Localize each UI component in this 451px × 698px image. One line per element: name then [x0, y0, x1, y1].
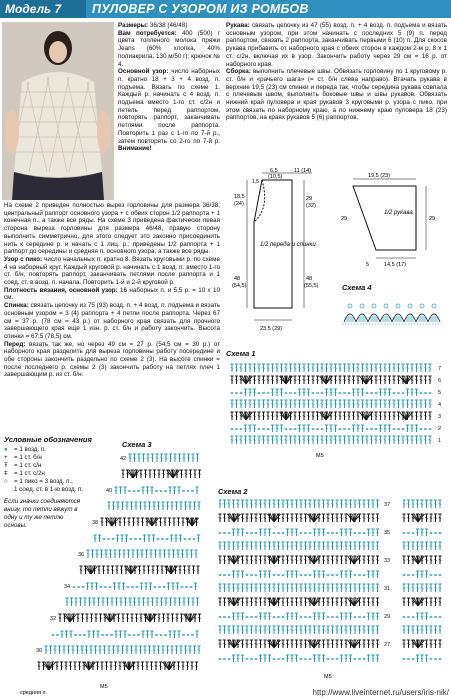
scheme3-middle: средняя п. [20, 690, 47, 696]
dim-side-h2: (32) [306, 203, 316, 209]
legend-note: Если значки соединяются внизу, то петли вяжут в одну и ту же петлю основы. [4, 498, 81, 529]
page-title: ПУЛОВЕР С УЗОРОМ ИЗ РОМБОВ [92, 2, 309, 16]
dim-bottom-w: 23,5 (29) [260, 326, 283, 332]
sleeve-h2: 29 [429, 216, 436, 222]
scheme2-rapport: М5 [324, 674, 332, 680]
dim-total-h: 48 [234, 276, 241, 282]
legend-item-chain: ● = 1 возд. п. [4, 446, 46, 453]
dim-side-h: 29 [306, 196, 313, 202]
scheme1-rapport: М5 [316, 453, 324, 459]
sleeve-bottom-w: 14,5 (17) [384, 262, 407, 267]
svg-text:6: 6 [438, 378, 442, 384]
scheme3-title: Схема 3 [122, 440, 152, 449]
svg-text:29: 29 [384, 614, 391, 620]
legend-item-sc: + = 1 ст. б/н [4, 454, 42, 461]
sleeve-h: 29 [341, 216, 348, 222]
dim-total-h2: (54,5) [232, 283, 247, 289]
intro-text: Размеры: 36/38 (46/48) Вам потребуется: 400 (500) г цвета топленого молока пряжи Jeans (60% хлопка, 40% полиакрила, 130 м/50 г); крючок № 4. Основной узор: число наборных п. кратно 18 + 3 + 4 возд. п. подъема. Вязать по схеме 1. Каждый р. начинать с 4 возд. п. подъема вместо 1-го ст. с/2н и петель перед раппортом, повторять раппорт, заканчивать петлями после раппорта. Повторить 1 раз с 1-го по 7-й р., затем повторять со 2-го по 7-й р. Внимание! [118, 22, 221, 153]
attention-text: На схеме 2 приведен полностью вырез горловины для размера 36/38; центральный раппорт основного узора + с обеих сторон 1/2 раппорта + 1 конечная п., а также все ряды. На схеме 3 приведена фактически левая сторона выреза горловины для размера 46/48, правую сторону выполнить симметрично, для этого следует это законно присоединить нить к середине р. и начать с 1 лиц. р.; приведены 1/2 раппорта + 1 раппорт до середины и средняя п. основного узора, а также все ряды. Узор с пико: число начальных п. кратно 8. Вязать круговыми р. по схеме 4 на наборный круг. Каждый круговой р. начинать с 1 возд. п. вместо 1-го ст. б/н, повторять раппорт, заканчивать петлями после раппорта и 1 соед. ст. в возд. п. начала. Повторить 1-й и 2-й круговой р. Плотность вязания, основной узор: 16 наборных п. и 5,5 р. = 10 х 10 см. Спинка: связать цепочку из 75 (93) возд. п. + 4 возд. п. подъема и вязать основным узором = 3 (4) раппорта + 4 петли после раппорта. Через 67 см = 37 р. (78 см = 43 р.) от наборного края связать для прочного завершающего края еще 1 изн. р. ст. б/н и работу закончить. Высота спинки = 67,5 (78,5) см. Перед: вязать так же, но через 49 см = 27 р. (54,5 см = 30 р.) от наборного края разделить для выреза горловины работу посередине и обе стороны закончить раздельно по схеме 2 (3). На высоте спинки = после последнего р. схемы 2 (3) закончить работу на петлях плеч 1 завершающим р. из ст. б/н. [4, 202, 221, 379]
svg-text:38: 38 [92, 520, 99, 526]
dim-neck-h: 18,5 [234, 194, 245, 200]
scheme3-diagram [20, 448, 210, 696]
model-photo [2, 22, 114, 200]
scheme3-rapport: М5 [100, 684, 108, 690]
svg-text:2: 2 [438, 426, 442, 432]
legend-item-tr: ǂ = 1 ст. с/2н [4, 470, 45, 477]
scheme2-diagram [214, 496, 448, 682]
svg-text:7: 7 [438, 366, 442, 372]
svg-text:35: 35 [384, 530, 391, 536]
scheme4-diagram [338, 292, 446, 332]
sleeve-pattern-diagram [338, 172, 448, 267]
dim-total-h3: 48 [306, 276, 313, 282]
scheme1-title: Схема 1 [226, 349, 256, 358]
dim-neck-w: 11 (14) [294, 168, 312, 174]
dim-total-h4: (55,5) [304, 283, 319, 289]
svg-text:33: 33 [384, 558, 391, 564]
svg-text:30: 30 [36, 648, 43, 654]
scheme1-diagram [226, 358, 448, 460]
svg-text:3: 3 [438, 414, 442, 420]
svg-text:32: 32 [50, 616, 57, 622]
legend: Условные обозначения ● = 1 возд. п. + = 1 ст. б/н Ŧ = 1 ст. с/н ǂ = 1 ст. с/2н ○ = 1 пико = 3 возд. п., 1 соед. ст. в 1-ю возд. п. Если значки соединяются внизу, то петли вяжут в одну и ту же петлю основы. [4, 436, 116, 530]
source-url: http://www.liveinternet.ru/users/iris-nik/ [312, 688, 449, 697]
scheme4-title: Схема 4 [342, 283, 372, 292]
svg-text:4: 4 [438, 402, 442, 408]
svg-text:40: 40 [106, 488, 113, 494]
body-label: 1/2 переда и спинки [260, 242, 316, 248]
scheme2-title: Схема 2 [218, 487, 248, 496]
svg-text:37: 37 [384, 502, 391, 508]
svg-text:1: 1 [438, 438, 442, 444]
legend-item-pico: ○ = 1 пико = 3 возд. п., [4, 478, 73, 485]
legend-title: Условные обозначения [4, 435, 92, 444]
right-text: Рукава: связать цепочку из 47 (55) возд. п. + 4 возд. п. подъема и вязать основным узором, при этом начинать с последних 5 (9) п. перед раппортом, связать 2 раппорта, заканчивать первыми 6 (10) п. Для скосов рукава прибавить от наборного края с обеих сторон в каждом 2-м р. 8 х 1 ст. с/2н, включая их в узор. Закончить работу через 29 см = 16 р. от наборного края. Сборка: выполнить плечевые швы. Обвязать горловину по 1 круговому р. ст. б/н и «рачьего шага» (= ст. б/н слева направо). Втачать рукава в верхние 19,5 (23) см спинки и переда так, чтобы середина рукава совпала с плечевым швом, выполнить боковые швы и швы рукавов. Обвязать нижний край пуловера и края рукавов 3 круговыми р. узора с пико, при этом связать по наборному краю, а по нижнему краю пуловера 18 (23) раппортов, на краях рукавов 5 (6) раппортов. [226, 22, 448, 122]
model-label: Модель 7 [0, 0, 86, 18]
sleeve-top-w: 19,5 (23) [368, 173, 391, 179]
svg-text:34: 34 [64, 584, 71, 590]
svg-text:27: 27 [384, 642, 391, 648]
sleeve-bottom-l: 5 [366, 262, 370, 267]
sleeve-label: 1/2 рукава [384, 210, 413, 216]
dim-top-w: 6,5 [270, 168, 278, 174]
svg-text:42: 42 [120, 456, 127, 462]
svg-text:31: 31 [384, 586, 391, 592]
dim-shoulder: 1,5 [252, 179, 259, 185]
legend-item-dc: Ŧ = 1 ст. с/н [4, 462, 42, 469]
dim-top-w2: (10,5) [268, 174, 283, 180]
body-pattern-diagram [232, 168, 337, 340]
dim-neck-h2: (24) [234, 201, 244, 207]
svg-text:5: 5 [438, 390, 442, 396]
svg-text:36: 36 [78, 552, 85, 558]
